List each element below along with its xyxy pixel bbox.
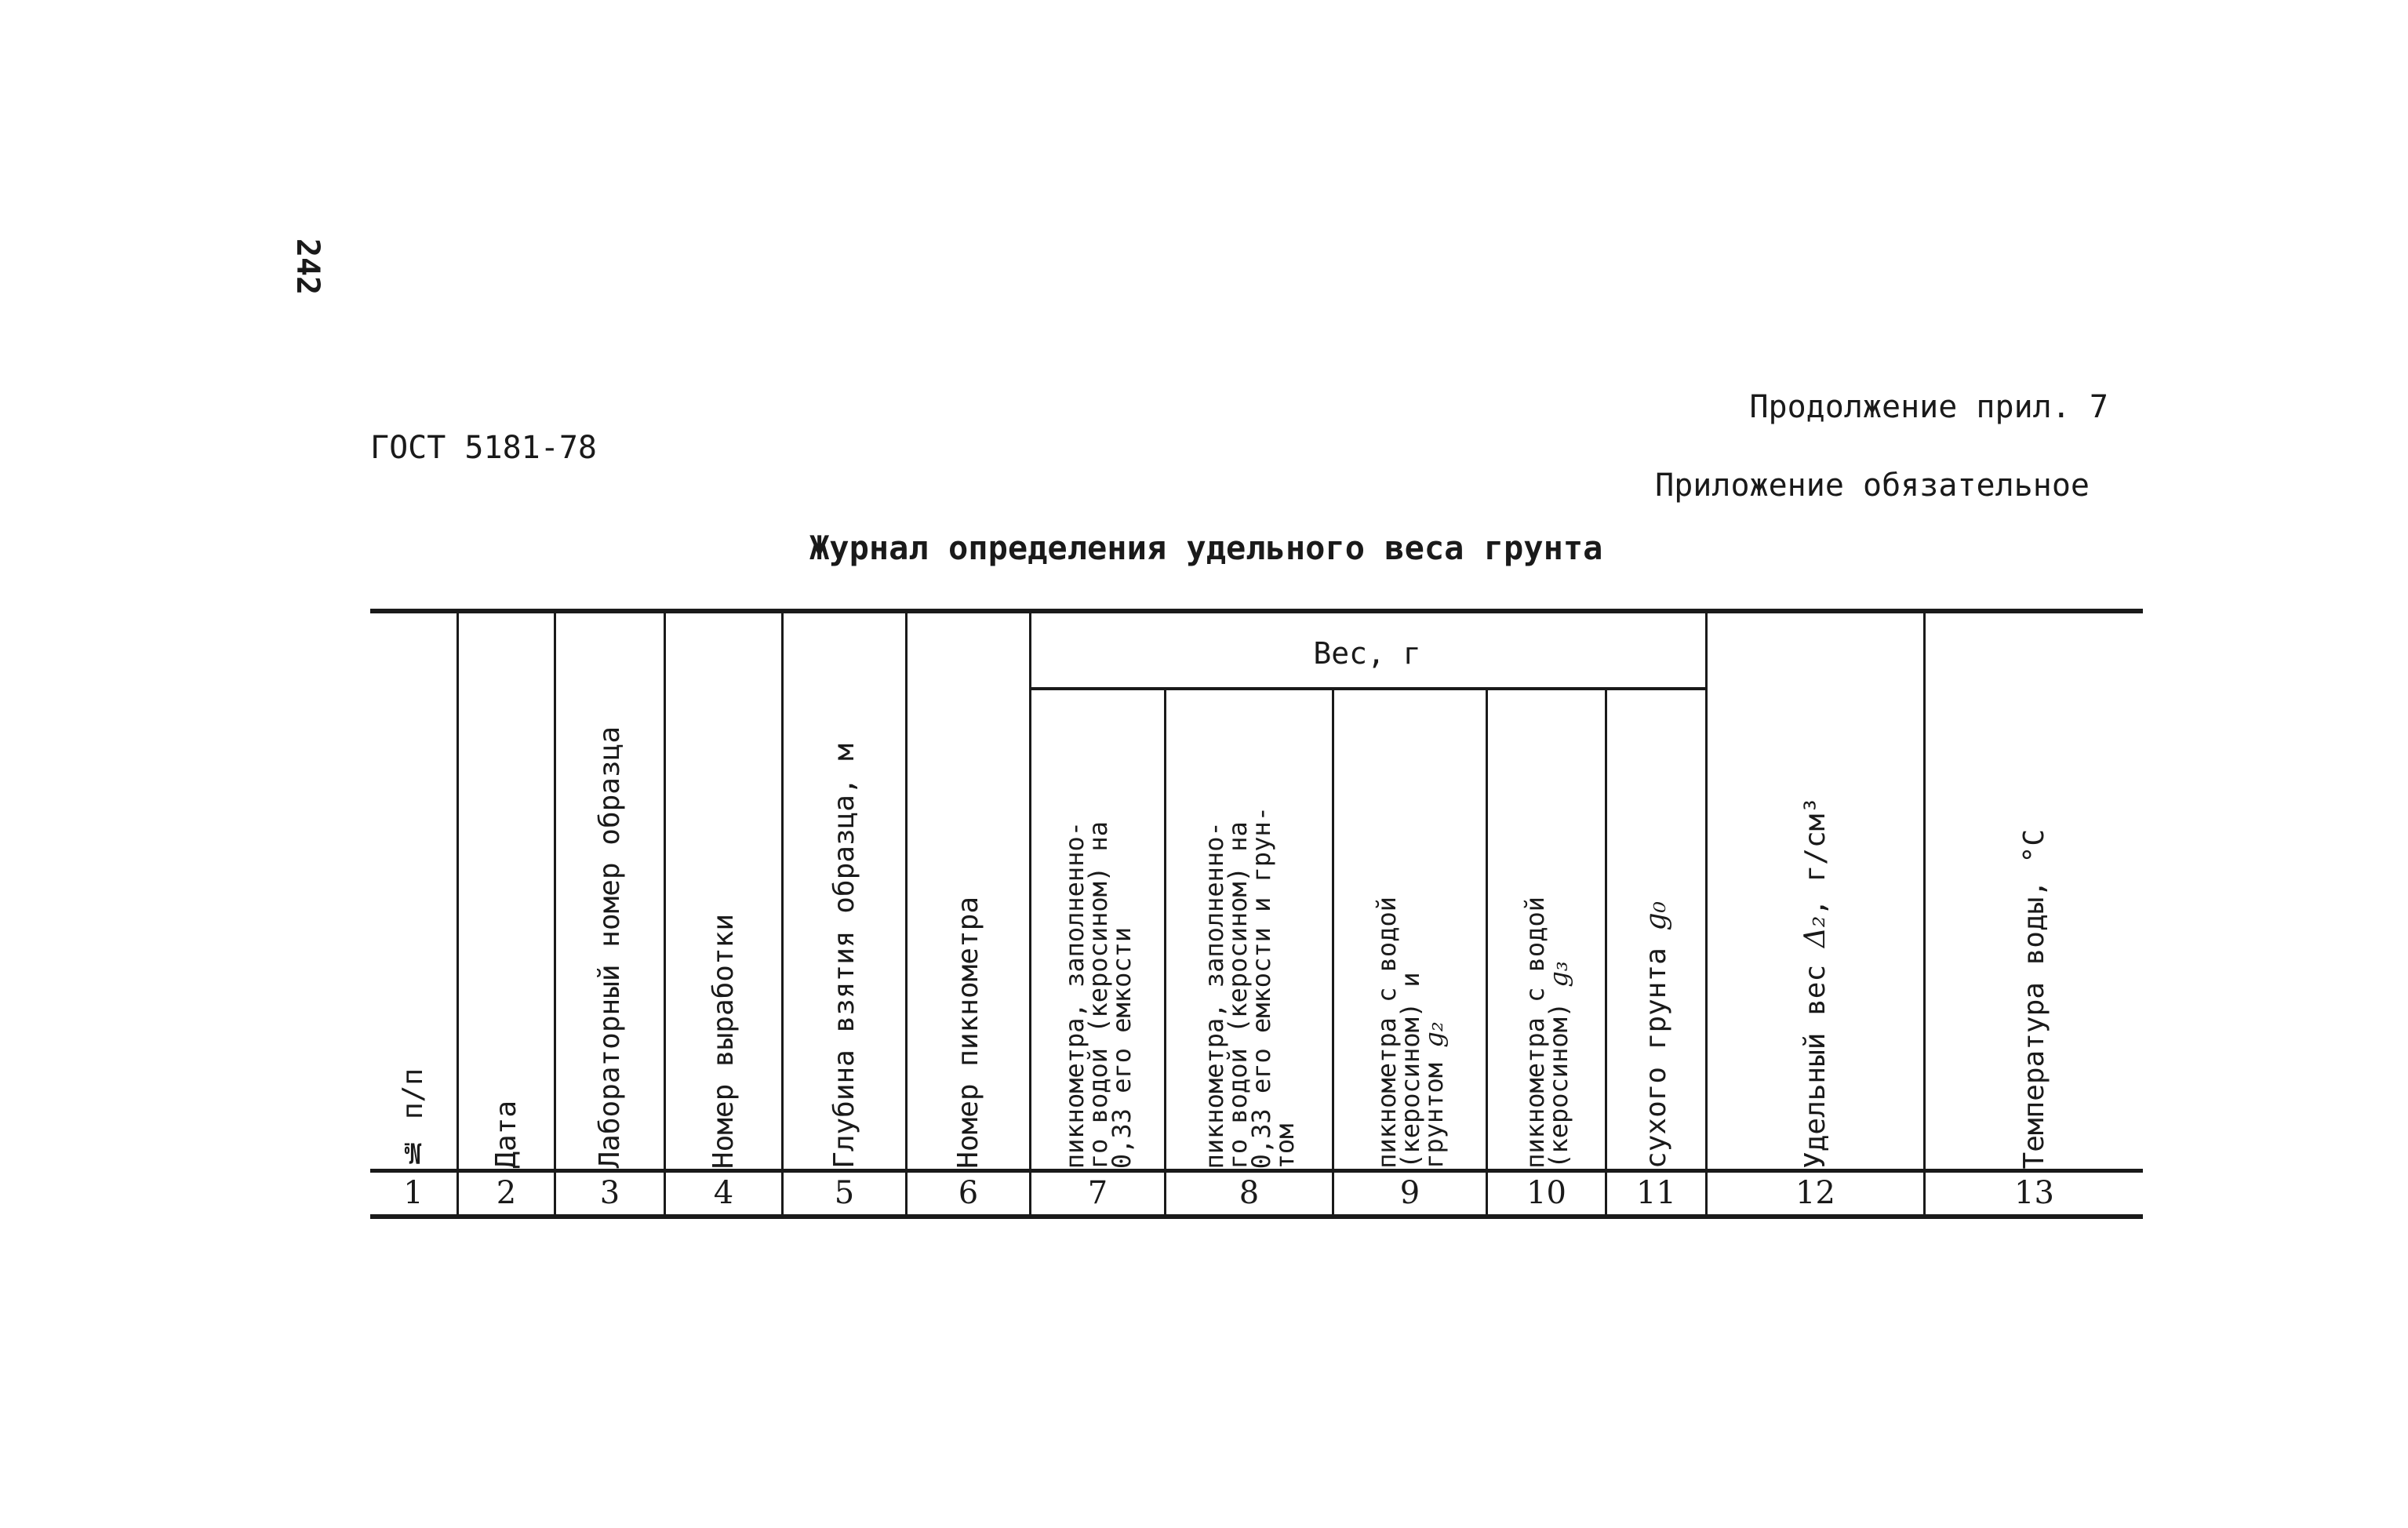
- column-header-text: [1199, 806, 1300, 1169]
- column-number: 9: [1399, 1175, 1420, 1211]
- header-line: пикнометра с водой: [1519, 897, 1550, 1169]
- column-number: 4: [713, 1175, 734, 1211]
- column-header-text: Номер выработки: [707, 913, 740, 1169]
- header-line: (керосином) g₃: [1543, 961, 1573, 1169]
- column-header-11: [1607, 698, 1705, 1169]
- header-line: (керосином) и: [1395, 972, 1425, 1169]
- header-line: пикнометра, заполненно-: [1199, 820, 1229, 1169]
- appendix-type: Приложение обязательное: [1655, 467, 2090, 504]
- header-line: пикнометра с водой: [1371, 897, 1402, 1169]
- column-number: 6: [958, 1175, 979, 1211]
- column-header-10: [1488, 698, 1605, 1169]
- symbol-g0: g₀: [1639, 901, 1672, 931]
- column-header-8: [1166, 698, 1332, 1169]
- header-bottom-rule: [370, 1169, 2143, 1173]
- symbol-delta2: Δ₂: [1799, 915, 1831, 948]
- header-line: 0,33 его емкости: [1106, 926, 1137, 1169]
- column-header-text: Глубина взятия образца, м: [828, 744, 860, 1169]
- column-number: 5: [834, 1175, 855, 1211]
- column-header-text: Лабораторный номер образца: [593, 726, 626, 1169]
- column-header-text: Номер пикнометра: [951, 897, 984, 1169]
- column-number: 10: [1526, 1175, 1566, 1211]
- column-header-text: [1371, 897, 1449, 1169]
- header-line: том: [1269, 1123, 1300, 1169]
- header-line: пикнометра, заполненно-: [1059, 820, 1089, 1169]
- header-line: грунтом g₂: [1418, 1021, 1449, 1169]
- column-number: 1: [403, 1175, 424, 1211]
- column-number: 7: [1087, 1175, 1108, 1211]
- column-header-13: [1926, 620, 2143, 1169]
- column-header-12: [1708, 620, 1923, 1169]
- symbol-g2: g₂: [1418, 1021, 1449, 1048]
- column-header-2: [459, 620, 554, 1169]
- column-number: 8: [1239, 1175, 1260, 1211]
- journal-title: Журнал определения удельного веса грунта: [809, 529, 1603, 567]
- column-header-5: [784, 620, 905, 1169]
- column-header-text: [1519, 897, 1573, 1169]
- document-code: ГОСТ 5181-78: [370, 430, 597, 466]
- unit-text: , г/см³: [1799, 797, 1831, 916]
- table-top-rule: [370, 609, 2143, 613]
- weight-group-header: Вес, г: [1313, 636, 1421, 671]
- column-header-text: Удельный вес Δ₂, г/см³: [1799, 797, 1831, 1169]
- column-number: 3: [599, 1175, 620, 1211]
- column-header-text: Температура воды, °С: [2017, 828, 2050, 1169]
- column-number: 12: [1795, 1175, 1835, 1211]
- header-line: го водой (керосином) на: [1222, 820, 1253, 1169]
- column-number: 13: [2014, 1175, 2054, 1211]
- group-header-rule: [1029, 687, 1705, 690]
- column-header-text: Дата: [489, 1101, 522, 1169]
- column-number: 2: [496, 1175, 517, 1211]
- column-number: 11: [1636, 1175, 1676, 1211]
- page-number: 242: [289, 238, 326, 296]
- symbol-g3: g₃: [1543, 961, 1573, 988]
- column-header-6: [908, 620, 1029, 1169]
- column-header-4: [666, 620, 781, 1169]
- continuation-note: Продолжение прил. 7: [1749, 389, 2108, 425]
- column-header-9: [1334, 698, 1486, 1169]
- column-header-1: [370, 620, 457, 1169]
- table-bottom-rule: [370, 1214, 2143, 1219]
- column-header-text: № п/п: [397, 1068, 429, 1169]
- column-header-7: [1031, 698, 1164, 1169]
- header-line: 0,33 его емкости и грун-: [1246, 806, 1276, 1169]
- column-header-text: [1059, 820, 1137, 1169]
- column-header-3: [556, 620, 664, 1169]
- column-header-text: сухого грунта g₀: [1639, 901, 1672, 1169]
- header-line: го водой (керосином) на: [1082, 820, 1113, 1169]
